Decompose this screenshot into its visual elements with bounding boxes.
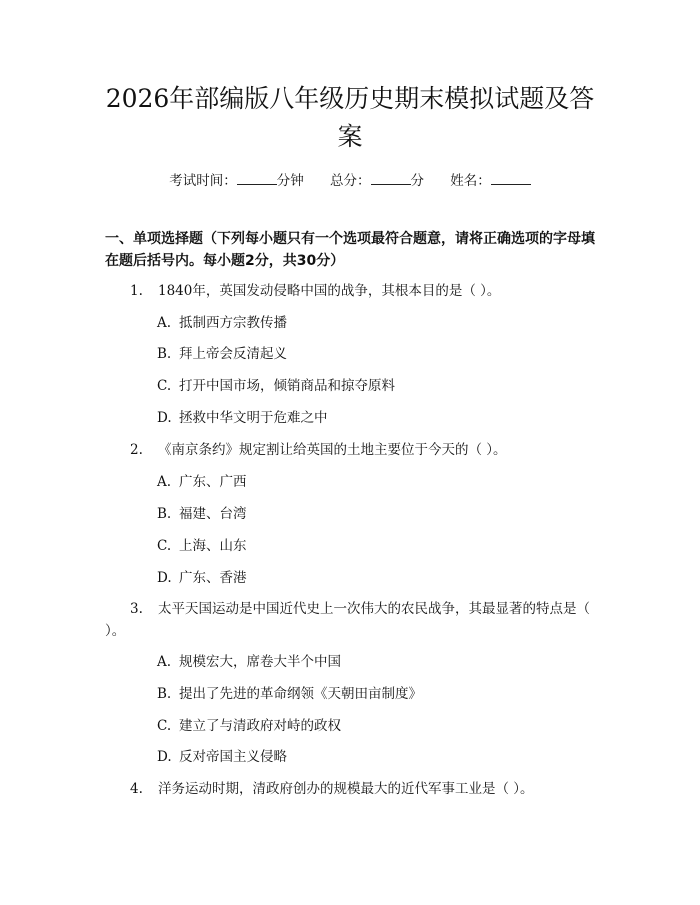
option-text: 福建、台湾	[179, 506, 247, 522]
option-text: 打开中国市场，倾销商品和掠夺原料	[179, 378, 395, 394]
question-text: 1840年，英国发动侵略中国的战争，其根本目的是（ ）。	[158, 283, 501, 299]
option-text: 反对帝国主义侵略	[179, 749, 287, 765]
option-letter: A.	[157, 315, 172, 331]
option-text: 提出了先进的革命纲领《天朝田亩制度》	[179, 686, 422, 702]
question-4	[130, 778, 534, 800]
option-letter: D.	[157, 570, 172, 586]
total-score-field	[330, 169, 424, 189]
exam-time-unit: 分钟	[276, 173, 304, 189]
question-2-option-c[interactable]	[157, 535, 247, 557]
question-1-option-a[interactable]	[157, 312, 287, 334]
section-heading: 一、单项选择题（下列每小题只有一个选项最符合题意，请将正确选项的字母填在题后括号内。每小题2分，共30分）	[105, 231, 595, 269]
question-text: 《南京条约》规定割让给英国的土地主要位于今天的（ ）。	[158, 442, 507, 458]
option-letter: D.	[157, 410, 172, 426]
student-name-field	[450, 169, 531, 189]
option-letter: C.	[157, 378, 172, 394]
option-text: 广东、广西	[179, 474, 247, 490]
question-1-option-c[interactable]	[157, 375, 395, 397]
question-3	[105, 598, 605, 642]
option-letter: B.	[157, 506, 172, 522]
question-number: 1.	[130, 283, 143, 299]
total-score-unit: 分	[410, 173, 424, 189]
question-3-option-a[interactable]	[157, 651, 341, 673]
question-3-option-c[interactable]	[157, 715, 341, 737]
student-name-blank[interactable]	[491, 172, 531, 185]
question-2-option-a[interactable]	[157, 471, 247, 493]
total-score-label: 总分：	[330, 173, 371, 189]
exam-time-label: 考试时间：	[169, 173, 237, 189]
page-title: 2026年部编版八年级历史期末模拟试题及答案	[105, 84, 595, 151]
option-text: 规模宏大，席卷大半个中国	[179, 654, 341, 670]
student-name-label: 姓名：	[450, 173, 491, 189]
option-letter: B.	[157, 346, 172, 362]
question-2-option-b[interactable]	[157, 503, 247, 525]
question-number: 3.	[130, 601, 143, 617]
question-3-option-d[interactable]	[157, 746, 287, 768]
exam-meta	[0, 169, 700, 189]
total-score-blank[interactable]	[371, 172, 411, 185]
question-1-option-b[interactable]	[157, 343, 287, 365]
option-text: 抵制西方宗教传播	[179, 315, 287, 331]
question-2	[130, 439, 507, 461]
option-letter: A.	[157, 654, 172, 670]
option-text: 广东、香港	[179, 570, 247, 586]
question-number: 4.	[130, 781, 143, 797]
exam-time-blank[interactable]	[237, 172, 277, 185]
option-letter: C.	[157, 718, 172, 734]
option-text: 拜上帝会反清起义	[179, 346, 287, 362]
question-2-option-d[interactable]	[157, 567, 247, 589]
option-letter: D.	[157, 749, 172, 765]
option-letter: C.	[157, 538, 172, 554]
exam-time-field	[169, 169, 304, 189]
question-1-option-d[interactable]	[157, 407, 328, 429]
question-3-option-b[interactable]	[157, 683, 422, 705]
option-text: 上海、山东	[179, 538, 247, 554]
question-number: 2.	[130, 442, 143, 458]
option-text: 拯救中华文明于危难之中	[179, 410, 328, 426]
option-letter: B.	[157, 686, 172, 702]
option-letter: A.	[157, 474, 172, 490]
question-text: 太平天国运动是中国近代史上一次伟大的农民战争，其最显著的特点是（ ）。	[105, 601, 590, 639]
option-text: 建立了与清政府对峙的政权	[179, 718, 341, 734]
question-text: 洋务运动时期，清政府创办的规模最大的近代军事工业是（ ）。	[158, 781, 534, 797]
question-1	[130, 280, 500, 302]
